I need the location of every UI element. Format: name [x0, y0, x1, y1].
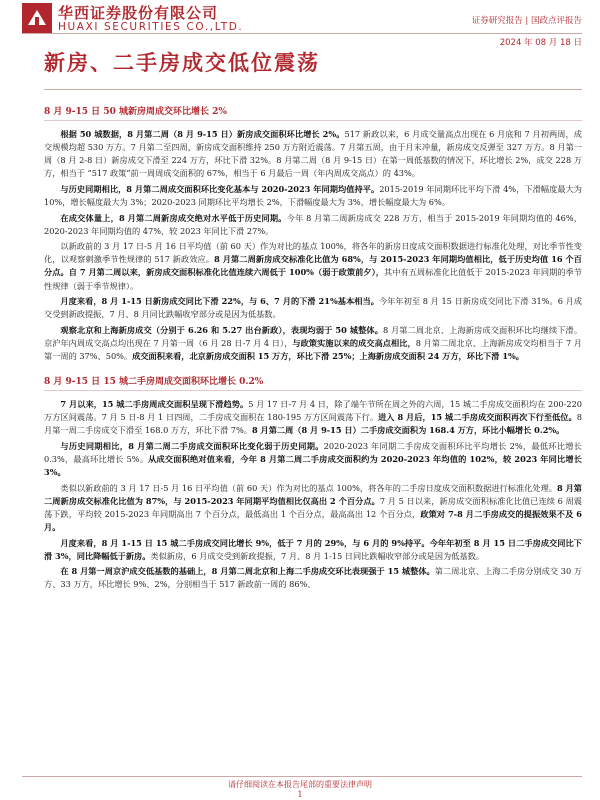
section-1-body — [44, 128, 582, 363]
paragraph — [44, 240, 582, 292]
text-run: 2020-2023 年同期二手房成交面积环比平均增长 2%，最低环比增长 0.3%，最高环比增长 5%。 — [44, 440, 582, 464]
bold-text-run: 8 月第二周新房成交标准化比值为 68%，与 2015-2023 年同期均值相比，低于历史均值 16 个百分点。自 7 月第二周以来，新房成交面积标准化比值连续六周低于 100%（弱于政策前夕）， — [44, 254, 582, 278]
text-run: 7 月 5 日以来，新房成交面积标准化比值已连续 6 周震荡下跌，平均较 2015-2023 年同期高出 7 个百分点，最低高出 1 个百分点，最高高出 12 个百分点， — [44, 495, 582, 519]
text-run: 8 月第二周北京、上海新房成交面积环比均继续下滑。京沪年内周成交高点均出现在 7 月第一周（6 月 28 日-7 月 4 日）， — [44, 324, 583, 348]
bold-text-run: 与历史同期相比，8 月第二周二手房成交面积环比变化弱于历史同期。 — [60, 440, 324, 451]
text-run: 5 月 17 日-7 月 4 日，除了端午节所在周之外的六周，15 城二手房成交面积均在 200-220 万方区间震荡。7 月 5 日-8 月 1 日四周，二手房成交面积在 180-195 万方区间震荡下行。 — [44, 399, 583, 423]
bold-text-run: 根据 50 城数据，8 月第二周（8 月 9-15 日）新房成交面积环比增长 2%。 — [60, 129, 345, 139]
bold-text-run: 8 月第二周（8 月 9-15 日）二手房成交面积为 168.4 万方，环比小幅增长 0.2%。 — [252, 425, 565, 436]
bold-text-run: 与历史同期相比，8 月第二周成交面积环比变化基本与 2020-2023 年同期均值持平。 — [60, 183, 380, 194]
report-type: 证券研究报告 | 国政点评报告 — [471, 16, 582, 26]
bold-text-run: 8 月第二周新房成交标准化比值为 87%，与 2015-2023 年同期平均值相比仅高出 2 个百分点。 — [44, 482, 582, 506]
text-run: 第二周北京、上海二手房分别成交 30 万方、33 万方，环比增长 9%、2%，分别相当于 517 新政前一周的 86%、 — [44, 566, 582, 590]
text-run: 8 月第二周北京、上海新房成交均相当于 7 月第一周的 37%、50%。 — [44, 337, 582, 361]
footer-divider — [22, 776, 582, 777]
text-run: 类似新房，6 月成交受到新政提振，7 月、8 月 1-15 日同比跌幅收窄部分或是因为低基数。 — [150, 550, 484, 561]
text-run: 其中有五周标准化比值低于 2015-2023 年同期的季节性规律（弱于季节规律）。 — [44, 267, 582, 291]
paragraph — [44, 212, 582, 238]
bold-text-run: 月度来看，8 月 1-15 日新房成交同比下滑 22%，与 6、7 月的下滑 21%基本相当。 — [60, 296, 379, 307]
legal-notice: 请仔细阅读在本报告尾部的重要法律声明 — [228, 780, 372, 789]
text-run: 8 月第一周二手房成交下滑至 168.0 万方，环比下滑 7%。 — [44, 412, 582, 436]
bold-text-run: 观察北京和上海新房成交（分别于 6.26 和 5.27 出台新政），表现均弱于 50 城整体。 — [60, 324, 384, 335]
bold-text-run: 从成交面积绝对值来看，今年 8 月第二周二手房成交面积约为 2020-2023 年均值的 102%，较 2023 年同比增长 3%。 — [44, 453, 582, 478]
title-divider — [44, 89, 582, 90]
report-body — [44, 104, 582, 594]
paragraph — [44, 440, 582, 479]
bold-text-run: 进入 8 月后，15 城二手房成交面积再次下行至低位。 — [378, 412, 577, 423]
text-run: 2015-2019 年同期环比平均下滑 4%，下滑幅度最大为 10%，增长幅度最大为 3%；2020-2023 同期环比平均增长 2%，下滑幅度最大为 3%，增长幅度最大为 6%。 — [44, 183, 582, 207]
bold-text-run: 月度来看，8 月 1-15 日 15 城二手房成交同比增长 9%，低于 7 月的 29%，与 6 月的 9%持平。今年年初至 8 月 15 日二手房成交同比下滑 3%，同比降幅低于新房。 — [44, 537, 582, 561]
header-divider — [22, 33, 582, 34]
section-1-title: 8 月 9-15 日 50 城新房周成交环比增长 2% — [44, 104, 582, 121]
paragraph — [44, 324, 582, 363]
text-run: 今年年初至 8 月 15 日新房成交同比下滑 31%。6 月成交受到新政提振，7 月、8 月同比跌幅收窄部分或是因为低基数。 — [44, 296, 582, 320]
bold-text-run: 与政策实施以来的成交高点相比， — [292, 337, 416, 348]
text-run: 类似以新政前的 3 月 17 日-5 月 16 日平均值（前 60 天）作为对比的基点 100%，将各年的二手房日度成交面积数据进行标准化处理。 — [60, 482, 558, 493]
company-name-cn: 华西证券股份有限公司 — [58, 4, 219, 22]
text-run: 517 新政以来，6 月成交量高点出现在 6 月底和 7 月初两周，成交规模均超 530 万方。7 月第二至四周，新房成交面积维持 250 万方附近震荡。7 月第五周，由于月末冲量，新房成交反弹至 327 万方。8 月第一周（8 月 2-8 日）新房成交下滑至 224 万方，环比下滑 32%。8 月第二周（8 月 9-15 日）在第一周低基数的情况下，环比增长 2%，成交 228 万方，相当于 “517 政策”前一周周成交面积的 67%，相当于 6 月最后一周（年内周成交高点）的 43%。 — [44, 129, 582, 179]
paragraph — [44, 537, 582, 563]
bold-text-run: 在 8 月第一周京沪成交低基数的基础上，8 月第二周北京和上海二手房成交环比表现强于 15 城整体。 — [60, 566, 435, 577]
text-run: 以新政前的 3 月 17 日-5 月 16 日平均值（前 60 天）作为对比的基点 100%，将各年的新房日度成交面积数据进行标准化处理，对比季节性变化，以观察刺激季节性规律的 517 新政效应。 — [44, 241, 582, 265]
section-2-title: 8 月 9-15 日 15 城二手房周成交面积环比增长 0.2% — [44, 374, 582, 391]
bold-text-run: 在成交体量上，8 月第二周新房成交绝对水平低于历史同期。 — [60, 212, 287, 223]
page-title: 新房、二手房成交低位震荡 — [44, 50, 320, 75]
paragraph — [44, 565, 582, 591]
paragraph — [44, 482, 582, 534]
section-2-body — [44, 398, 582, 591]
bold-text-run: 成交面积来看，北京新房成交面积 15 万方，环比下滑 25%；上海新房成交面积 24 万方，环比下滑 1%。 — [132, 351, 524, 361]
paragraph — [44, 295, 582, 321]
paragraph — [44, 398, 582, 437]
huaxi-logo-icon — [22, 3, 52, 33]
bold-text-run: 政策对 7-8 月二手房成交的提振效果不及 6 月。 — [44, 508, 582, 532]
text-run: 今年 8 月第二周新房成交 228 万方，相当于 2015-2019 年同期均值的 46%，2020-2023 年同期均值的 47%，较 2023 年同比下滑 27%。 — [44, 212, 582, 236]
paragraph — [44, 128, 582, 180]
report-header — [0, 0, 600, 48]
company-name-en: HUAXI SECURITIES CO.,LTD. — [58, 21, 244, 33]
report-date: 2024 年 08 月 18 日 — [499, 38, 582, 48]
paragraph — [44, 183, 582, 209]
page-number: 1 — [297, 790, 303, 799]
bold-text-run: 7 月以来，15 城二手房周成交面积呈现下滑趋势。 — [60, 399, 249, 410]
